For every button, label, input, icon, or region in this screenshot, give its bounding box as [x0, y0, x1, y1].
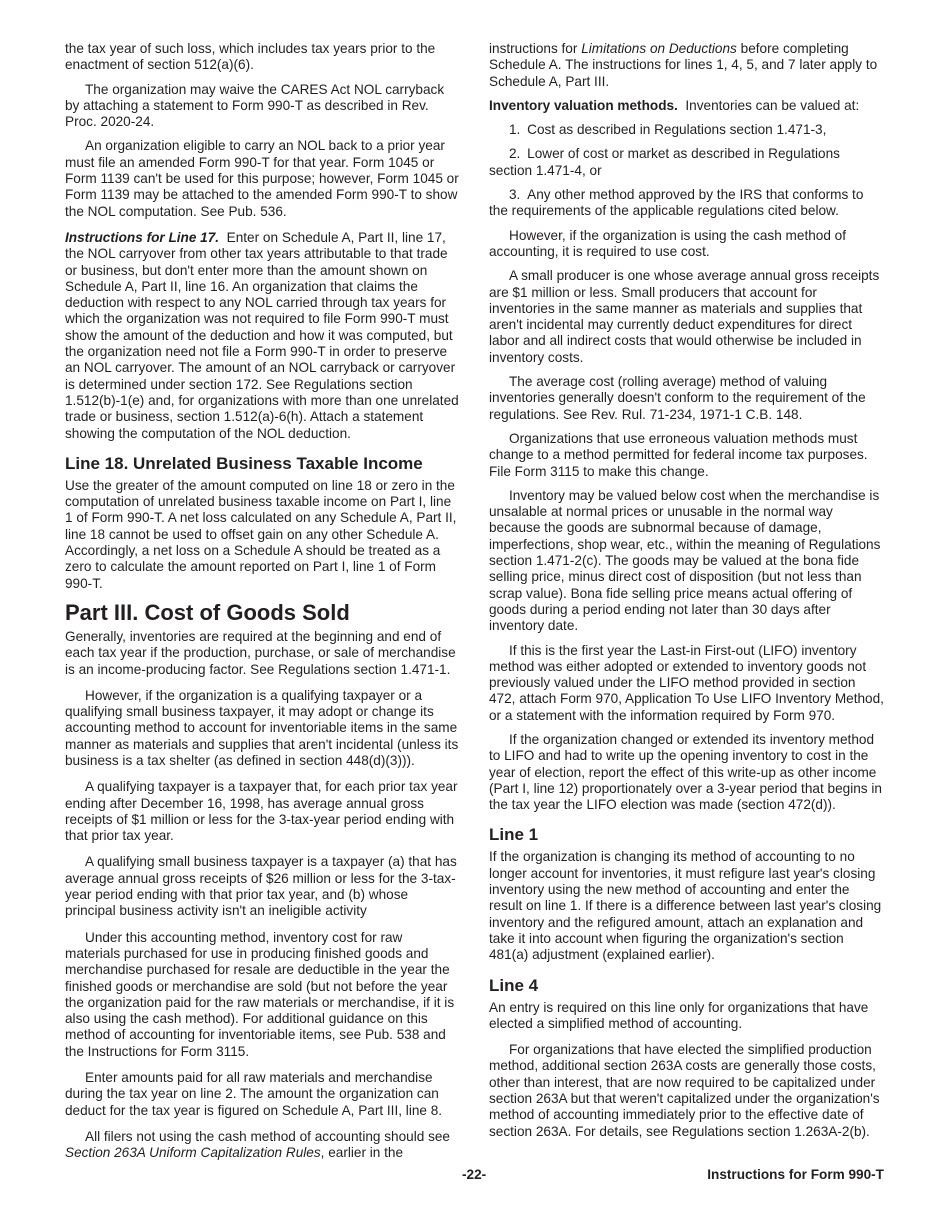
paragraph — [65, 230, 461, 442]
paragraph: An entry is required on this line only for organizations that have elected a simplified method of accounting. — [489, 999, 869, 1031]
run-in-heading: Instructions for Line 17. — [65, 229, 220, 245]
paragraph — [489, 41, 885, 90]
list-item: 3. Any other method approved by the IRS that conforms to the requirements of the applicable regulations cited below. — [489, 187, 864, 219]
text-run: instructions for — [489, 41, 578, 56]
right-column — [489, 41, 885, 1148]
paragraph: For organizations that have elected the simplified production method, additional section 263A costs are generally those costs, other than interest, that are now required to be capitalized under section 263A but that weren't capitalized under the organization's method of accounting immediately prior to the effective date of section 263A. For details, see Regulations section 1.263A-2(b). — [489, 1042, 880, 1139]
paragraph-body: Inventories can be valued at: — [685, 97, 860, 113]
page-number: -22- — [462, 1167, 487, 1182]
paragraph: If the organization changed or extended its inventory method to LIFO and had to write up the opening inventory to cost in the year of election, report the effect of this write-up as other income (Part I, line 12) proportionately over a 3-year period that begins in the tax year the LIFO election was made (section 472(d)). — [489, 731, 882, 813]
italic-reference: Section 263A Uniform Capitalization Rules — [65, 1145, 321, 1161]
paragraph: However, if the organization is using the cash method of accounting, it is required to use cost. — [489, 227, 847, 259]
paragraph: Generally, inventories are required at the beginning and end of each tax year if the production, purchase, or sale of merchandise is an income-producing factor. See Regulations section 1.471-1. — [65, 628, 456, 677]
run-in-heading: Inventory valuation methods. — [489, 97, 678, 113]
section-heading: Line 4 — [489, 975, 539, 995]
text-run: , earlier in the — [320, 1145, 403, 1161]
paragraph: If this is the first year the Last-in First-out (LIFO) inventory method was either adopted or extended to inventory goods not previously valued under the LIFO method provided in section 472, attach Form 970, Application To Use LIFO Inventory Method, or a statement with the information required by Form 970. — [489, 642, 884, 723]
paragraph: Inventory may be valued below cost when the merchandise is unsalable at normal prices or unusable in the normal way because the goods are subnormal because of damage, imperfections, shop wear, etc., within the meaning of Regulations section 1.471-2(c). The goods may be valued at the bona fide selling price, minus direct cost of disposition (but not less than scrap value). Bona fide selling price means actual offering of goods during a period ending not later than 30 days after inventory date. — [489, 487, 881, 634]
paragraph: A qualifying small business taxpayer is a taxpayer (a) that has average annual gross receipts of $26 million or less for the 3-tax-year period ending with that prior tax year, and (b) whose principal business activity isn't an ineligible activity — [65, 854, 457, 919]
paragraph: the tax year of such loss, which includes tax years prior to the enactment of section 512(a)(6). — [65, 41, 436, 73]
text-run: All filers not using the cash method of accounting should see — [85, 1128, 450, 1144]
paragraph — [65, 1129, 461, 1162]
paragraph — [489, 98, 885, 114]
paragraph: A small producer is one whose average annual gross receipts are $1 million or less. Small producers that account for inventories in the same manner as materials and supplies that aren't incidental may currently deduct expenditures for direct labor and all indirect costs that would otherwise be included in inventory costs. — [489, 268, 880, 365]
paragraph: If the organization is changing its method of accounting to no longer account for inventories, it must refigure last year's closing inventory using the new method of accounting and enter the result on line 1. If there is a difference between last year's closing inventory and the refigured amount, attach an explanation and take it into account when figuring the organization's section 481(a) adjustment (explained earlier). — [489, 849, 882, 963]
paragraph: Under this accounting method, inventory cost for raw materials purchased for use in producing finished goods and merchandise purchased for resale are deductible in the year the finished goods or merchandise are sold (but not before the year the organization paid for the raw materials or merchandise, if it is also using the cash method). For additional guidance on this method of accounting for inventoriable items, see Pub. 538 and the Instructions for Form 3115. — [65, 929, 455, 1059]
section-heading: Line 18. Unrelated Business Taxable Income — [65, 453, 423, 473]
list-item: 2. Lower of cost or market as described in Regulations section 1.471-4, or — [489, 146, 840, 178]
section-heading: Line 1 — [489, 825, 539, 845]
paragraph: A qualifying taxpayer is a taxpayer that, for each prior tax year ending after December 16, 1998, has average annual gross receipts of $1 million or less for the 3-tax-year period ending with that prior tax year. — [65, 779, 458, 844]
paragraph: Enter amounts paid for all raw materials and merchandise during the tax year on line 2. The amount the organization can deduct for the tax year is figured on Schedule A, Part III, line 8. — [65, 1070, 443, 1118]
footer-form-title: Instructions for Form 990-T — [707, 1167, 884, 1182]
part-heading: Part III. Cost of Goods Sold — [65, 599, 350, 625]
italic-reference: Limitations on Deductions — [581, 41, 737, 56]
left-column — [65, 41, 461, 1170]
list-item: 1. Cost as described in Regulations section 1.471-3, — [509, 122, 827, 138]
paragraph: The organization may waive the CARES Act NOL carryback by attaching a statement to Form 990-T as described in Rev. Proc. 2020-24. — [65, 81, 445, 130]
paragraph: Organizations that use erroneous valuation methods must change to a method permitted for federal income tax purposes. File Form 3115 to make this change. — [489, 430, 868, 479]
paragraph: However, if the organization is a qualifying taxpayer or a qualifying small business taxpayer, it may adopt or change its accounting method to account for inventoriable items in the same manner as materials and supplies that aren't incidental (unless its business is a tax shelter (as defined in section 448(d)(3))). — [65, 687, 459, 768]
paragraph: An organization eligible to carry an NOL back to a prior year must file an amended Form 990-T for that year. Form 1045 or Form 1139 can't be used for this purpose; however, Form 1045 or Form 1139 may be attached to the amended Form 990-T to show the NOL computation. See Pub. 536. — [65, 138, 459, 219]
paragraph-body: Enter on Schedule A, Part II, line 17, the NOL carryover from other tax years attributable to that trade or business, but don't enter more than the amount shown on Schedule A, Part II, line 16. An organization that claims the deduction with respect to any NOL carried through tax years for which the organization was not required to file Form 990-T must show the amount of the deduction and how it was computed, but the organization need not file a Form 990-T in order to preserve an NOL carryover. The amount of an NOL carryback or carryover is determined under section 172. See Regulations section 1.512(b)-1(e) and, for organizations with more than one unrelated trade or business, section 1.512(a)-6(h). Attach a statement showing the computation of the NOL deduction. — [65, 229, 459, 441]
paragraph: The average cost (rolling average) method of valuing inventories generally doesn't conform to the requirement of the regulations. See Rev. Rul. 71-234, 1971-1 C.B. 148. — [489, 374, 866, 422]
text-run: before completing Schedule A. The instructions for lines 1, 4, 5, and 7 later apply to Schedule A, Part III. — [489, 41, 878, 89]
paragraph: Use the greater of the amount computed on line 18 or zero in the computation of unrelated business taxable income on Part I, line 1 of Form 990-T. A net loss calculated on any Schedule A, Part II, line 18 cannot be used to offset gain on any other Schedule A. Accordingly, a net loss on a Schedule A should be treated as a zero to calculate the amount reported on Part I, line 1 of Form 990-T. — [65, 477, 457, 591]
